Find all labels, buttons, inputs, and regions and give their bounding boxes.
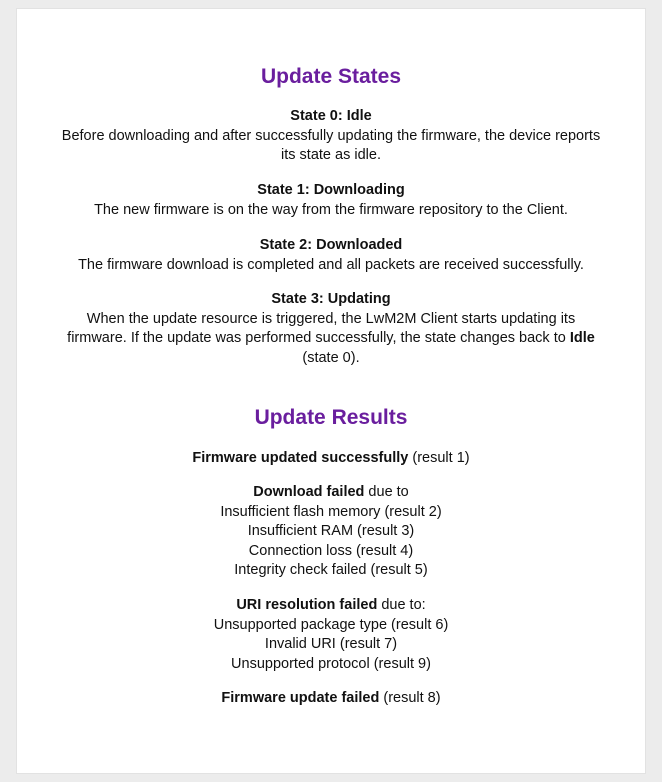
result-success xyxy=(17,449,645,469)
state-2-desc: The firmware download is completed and all packets are received successfully. xyxy=(78,256,584,273)
update-results-heading: Update Results xyxy=(254,406,408,429)
update-states-heading: Update States xyxy=(260,65,402,88)
state-3-desc-line-2-text: firmware. If the update was performed successfully, the state changes back to xyxy=(67,330,566,346)
update-failed-bold: Firmware update failed xyxy=(221,690,380,706)
state-2-title: State 2: Downloaded xyxy=(259,237,403,253)
result-update-failed xyxy=(17,689,645,709)
state-1-block xyxy=(17,181,645,220)
download-reason-4: Integrity check failed (result 5) xyxy=(234,562,428,578)
result-success-bold: Firmware updated successfully xyxy=(192,450,409,466)
state-3-desc-line-1: When the update resource is triggered, the LwM2M Client starts updating its xyxy=(86,310,576,327)
uri-reason-2: Invalid URI (result 7) xyxy=(264,636,398,652)
download-reason-1: Insufficient flash memory (result 2) xyxy=(220,503,442,520)
state-0-title: State 0: Idle xyxy=(290,108,372,124)
uri-reason-3: Unsupported protocol (result 9) xyxy=(231,655,431,672)
state-0-desc-line-1: Before downloading and after successfully updating the firmware, the device reports xyxy=(61,127,601,144)
state-0-block xyxy=(17,107,645,166)
uri-reason-1: Unsupported package type (result 6) xyxy=(213,616,449,633)
state-1-desc: The new firmware is on the way from the firmware repository to the Client. xyxy=(94,201,568,218)
download-failed-rest: due to xyxy=(364,484,409,500)
state-3-desc-line-2 xyxy=(17,329,645,349)
idle-emphasis: Idle xyxy=(569,330,595,346)
update-failed-rest: (result 8) xyxy=(379,690,441,706)
state-3-block xyxy=(17,290,645,368)
download-reason-3: Connection loss (result 4) xyxy=(248,542,414,559)
result-success-rest: (result 1) xyxy=(408,450,470,466)
download-failed-bold: Download failed xyxy=(253,484,365,500)
state-1-title: State 1: Downloading xyxy=(257,182,405,198)
uri-failed-rest: due to: xyxy=(377,597,426,613)
state-3-title: State 3: Updating xyxy=(271,291,391,307)
download-reason-2: Insufficient RAM (result 3) xyxy=(247,523,415,539)
document-panel xyxy=(16,8,646,774)
result-uri-failed xyxy=(17,596,645,674)
state-0-desc-line-2: its state as idle. xyxy=(281,147,381,163)
state-2-block xyxy=(17,236,645,275)
result-download-failed xyxy=(17,483,645,581)
uri-failed-bold: URI resolution failed xyxy=(236,597,378,613)
state-3-desc-line-3: (state 0). xyxy=(302,349,360,366)
